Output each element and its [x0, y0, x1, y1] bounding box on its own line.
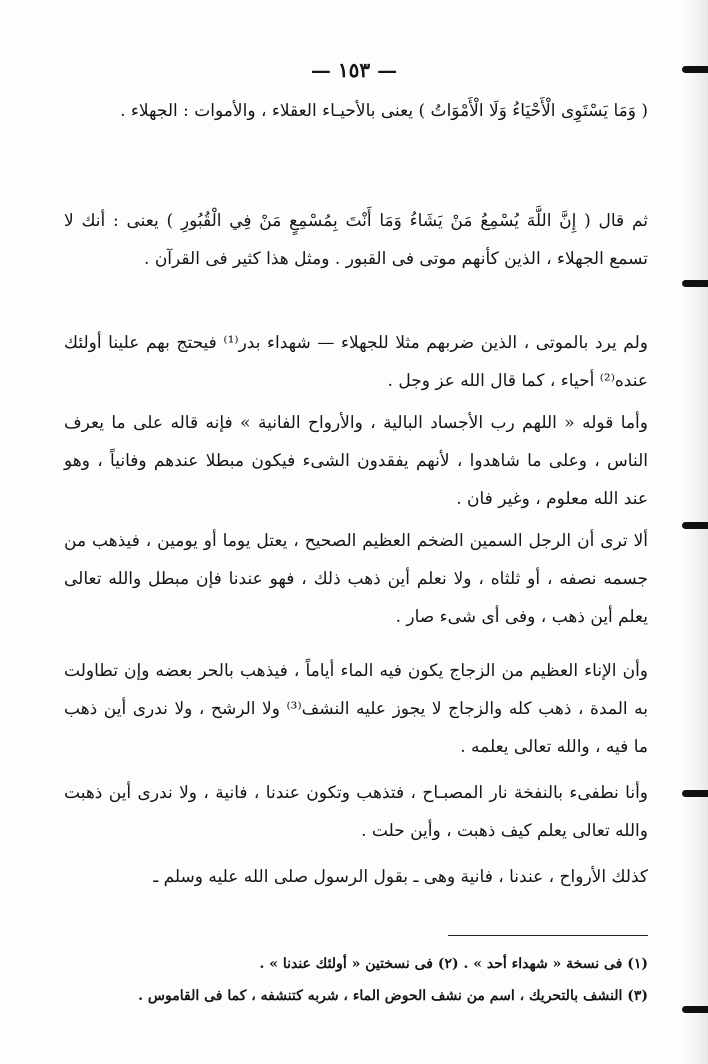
- binding-edge-mark: [682, 280, 708, 287]
- paragraph-8: كذلك الأرواح ، عندنا ، فانية وهى ـ بقول الرسول صلى الله عليه وسلم ـ: [153, 867, 648, 887]
- footnote-line-1: (١) فى نسخة « شهداء أحد » . (٢) فى نسختين « أولئك عندنا » .: [259, 956, 648, 972]
- paragraph-4: وأما قوله « اللهم رب الأجساد البالية ، والأرواح الفانية » فإنه قاله على ما يعرف الناس ، وعلى ما شاهدوا ، لأنهم يفقدون الشىء فيكون مبطلا عندهم وفانياً ، وهو عند الله معلوم ، وغير فان .: [64, 413, 648, 509]
- paragraph-5: ألا ترى أن الرجل السمين الضخم العظيم الصحيح ، يعتل يوما أو يومين ، فيذهب من جسمه نصفه ، أو ثلثاه ، ولا نعلم أين ذهب ذلك ، فهو عندنا فإن مبطل والله تعالى يعلم أين ذهب ، وفى أى شىء صار .: [64, 531, 648, 627]
- binding-edge-mark: [682, 790, 708, 797]
- binding-edge-mark: [682, 1006, 708, 1013]
- paragraph-7: وأنا نطفىء بالنفخة نار المصبـاح ، فتذهب وتكون عندنا ، فانية ، ولا ندرى أين ذهبت والله تعالى يعلم كيف ذهبت ، وأين حلت .: [64, 783, 648, 841]
- paragraph-3: ولم يرد بالموتى ، الذين ضربهم مثلا للجهلاء — شهداء بدر⁽¹⁾ فيحتج بهم علينا أولئك عنده⁽²⁾ أحياء ، كما قال الله عز وجل .: [64, 333, 648, 391]
- page-number: — ١٥٣ —: [310, 58, 398, 82]
- binding-edge-mark: [682, 66, 708, 73]
- paragraph-1: ( وَمَا يَسْتَوِى الْأَحْيَاءُ وَلَا الْأَمْوَاتُ ) يعنى بالأحيـاء العقلاء ، والأموات : الجهلاء .: [120, 101, 648, 121]
- footnote-separator: [448, 935, 648, 936]
- paragraph-2: ثم قال ( إِنَّ اللَّهَ يُسْمِعُ مَنْ يَشَاءُ وَمَا أَنْتَ بِمُسْمِعٍ مَنْ فِي الْقُبُورِ ) يعنى : أنك لا تسمع الجهلاء ، الذين كأنهم موتى فى القبور . ومثل هذا كثير فى القرآن .: [64, 211, 648, 269]
- footnote-line-2: (٣) النشف بالتحريك ، اسم من نشف الحوض الماء ، شربه كتنشفه ، كما فى القاموس .: [138, 988, 648, 1004]
- paragraph-6: وأن الإناء العظيم من الزجاج يكون فيه الماء أياماً ، فيذهب بالحر بعضه وإن تطاولت به المدة ، ذهب كله والزجاج لا يجوز عليه النشف⁽³⁾ ولا الرشح ، ولا ندرى أين ذهب ما فيه ، والله تعالى يعلمه .: [64, 661, 649, 757]
- binding-edge-mark: [682, 522, 708, 529]
